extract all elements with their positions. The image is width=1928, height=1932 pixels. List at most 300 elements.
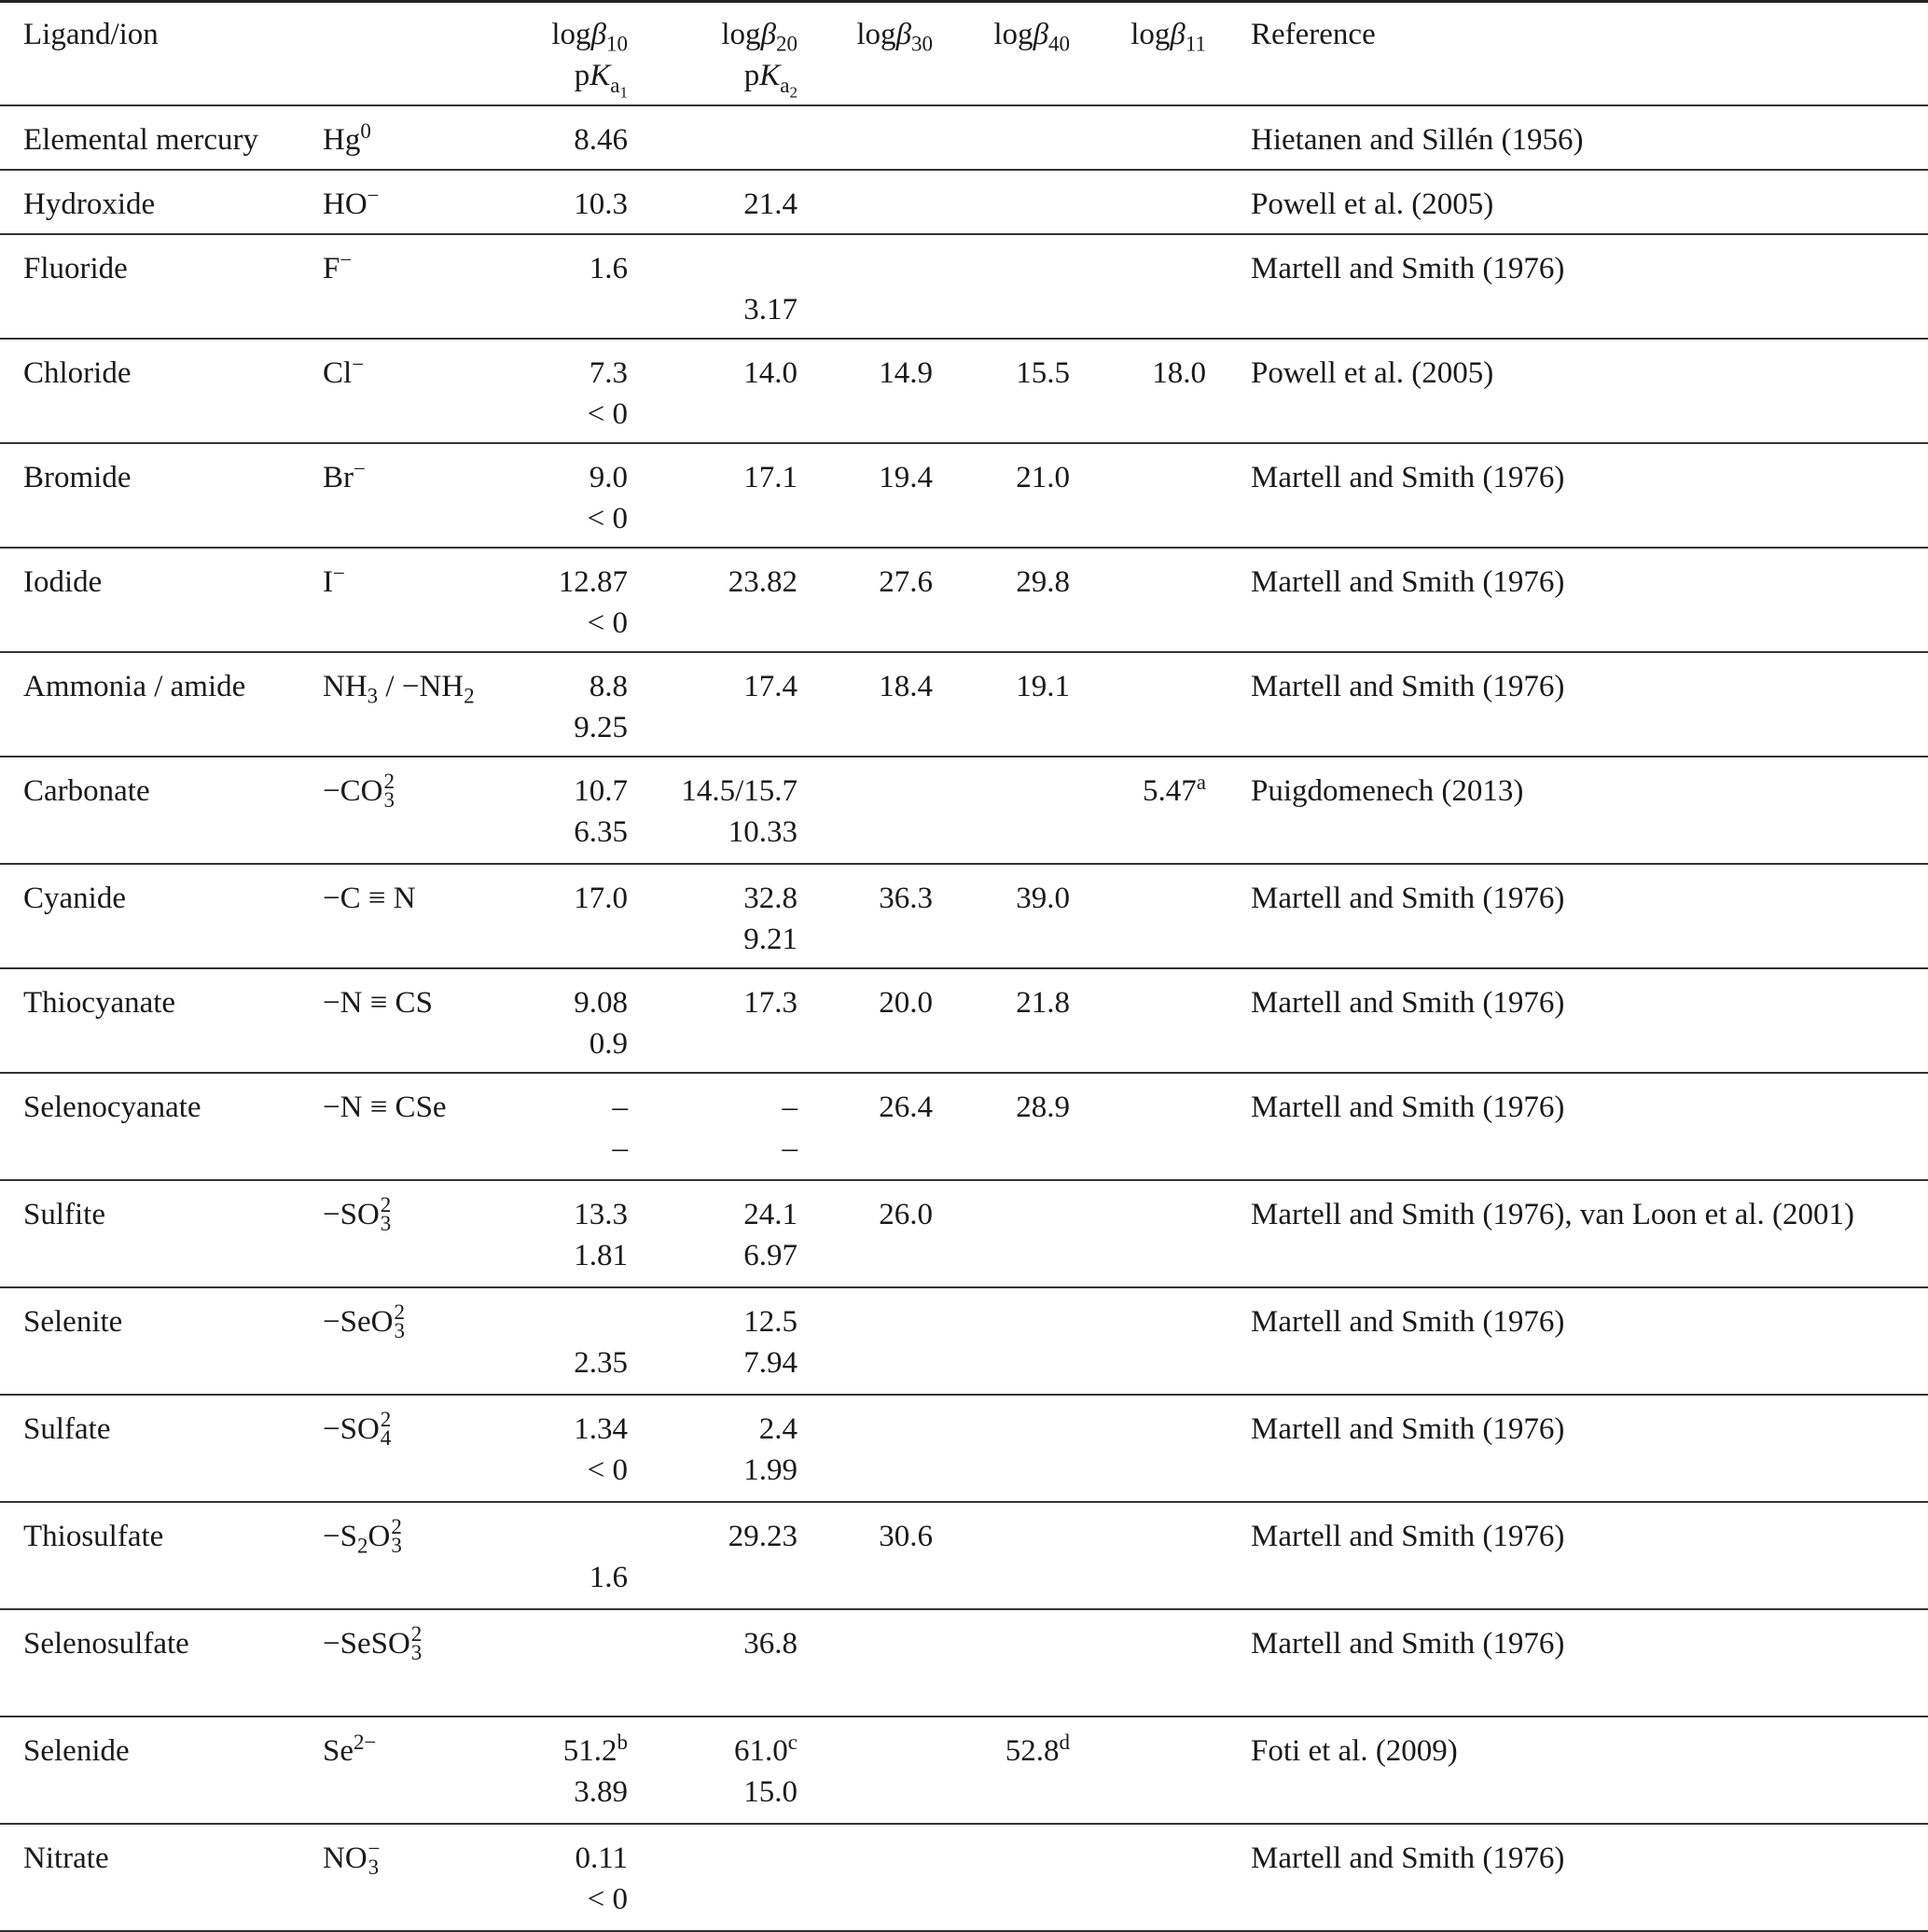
value-line: 19.1 <box>1016 669 1070 703</box>
subscript: 1 <box>619 83 628 102</box>
reference: Foti et al. (2009) <box>1251 1733 1458 1768</box>
value-b20 <box>628 234 798 339</box>
formula-superscript: 2 <box>380 1407 392 1431</box>
value-line: 27.6 <box>879 564 933 599</box>
value-line: 32.8 <box>743 881 798 915</box>
value-b20 <box>628 864 798 968</box>
value-b20 <box>628 443 798 548</box>
value-b20 <box>628 1824 798 1931</box>
value-b10 <box>528 757 628 864</box>
value-line: < 0 <box>587 605 628 640</box>
value-line: 15.0 <box>743 1774 798 1809</box>
value-line: < 0 <box>587 1882 628 1916</box>
value-b30 <box>798 968 933 1073</box>
value-b20 <box>628 1609 798 1717</box>
value-line: 3.17 <box>743 292 798 327</box>
value-b20 <box>628 1287 798 1395</box>
formula-text: −SO <box>323 1411 380 1446</box>
beta-symbol: β <box>760 18 776 51</box>
formula-superscript: 2 <box>383 769 395 793</box>
header-logbeta10 <box>528 2 628 105</box>
ligand-formula <box>323 1395 528 1502</box>
ligand-formula <box>323 652 528 757</box>
value-b11 <box>1070 1502 1206 1609</box>
table-row <box>0 105 1928 170</box>
formula-text: HO <box>323 187 368 221</box>
reference: Puigdomenech (2013) <box>1251 773 1524 808</box>
ligand-name: Selenide <box>23 1733 130 1768</box>
subscript: 2 <box>789 83 798 102</box>
value-line: 1.6 <box>589 1560 628 1594</box>
k-label: K <box>589 59 611 92</box>
value-line: 14.5/15.7 <box>681 773 798 808</box>
value-b10 <box>528 1180 628 1287</box>
value-b10 <box>528 1287 628 1395</box>
value-line: 15.5 <box>1016 355 1070 390</box>
formula-text: −SO <box>323 1197 380 1231</box>
value-b10 <box>528 105 628 170</box>
formula-text: Br <box>323 460 354 494</box>
formula-superscript: − <box>367 183 380 207</box>
value-b10 <box>528 234 628 339</box>
footnote-mark: a <box>1196 770 1206 794</box>
value-b20 <box>628 105 798 170</box>
value-b40 <box>933 105 1070 170</box>
value: 52.8 <box>1005 1733 1060 1768</box>
value-line: 0.11 <box>575 1841 628 1875</box>
value-b11 <box>1070 339 1206 443</box>
formula-text: Se <box>323 1733 354 1768</box>
table-row <box>0 1609 1928 1717</box>
header-logbeta11 <box>1070 2 1206 105</box>
table-row <box>0 1073 1928 1180</box>
reference: Powell et al. (2005) <box>1251 355 1494 390</box>
formula-superscript: − <box>340 247 353 271</box>
footnote-mark: b <box>617 1730 628 1754</box>
ligand-formula <box>323 105 528 170</box>
reference: Martell and Smith (1976) <box>1251 1519 1565 1553</box>
reference: Martell and Smith (1976) <box>1251 251 1565 285</box>
ligand-name: Ammonia / amide <box>23 669 246 703</box>
header-ligand: Ligand/ion <box>23 18 159 51</box>
value-line: 29.8 <box>1016 564 1070 599</box>
table-row <box>0 1395 1928 1502</box>
value-b30 <box>798 1395 933 1502</box>
reference: Martell and Smith (1976) <box>1251 1090 1565 1124</box>
reference: Martell and Smith (1976) <box>1251 1304 1565 1339</box>
formula-text: −S <box>323 1519 357 1553</box>
header-formula <box>323 2 528 105</box>
ligand-formula <box>323 1287 528 1395</box>
beta-symbol: β <box>1033 18 1048 51</box>
value-line: 18.0 <box>1152 355 1206 390</box>
value-line <box>933 1730 1070 1772</box>
value-line: < 0 <box>587 501 628 535</box>
value-b40 <box>933 1609 1070 1717</box>
ligand-name: Nitrate <box>23 1841 109 1875</box>
value-b11 <box>1070 757 1206 864</box>
value-b30 <box>798 864 933 968</box>
value-line: 26.4 <box>879 1090 933 1124</box>
value-line: 2.35 <box>574 1345 628 1380</box>
formula-subscript: 2 <box>464 684 475 708</box>
log-label: log <box>551 18 591 51</box>
formula-superscript: − <box>352 352 365 376</box>
ligand-formula <box>323 1073 528 1180</box>
value-line <box>528 289 628 330</box>
ligand-name: Hydroxide <box>23 187 156 221</box>
value-line: 6.35 <box>574 814 628 849</box>
value-b11 <box>1070 105 1206 170</box>
formula-text: −N ≡ CSe <box>323 1090 447 1124</box>
ligand-formula <box>323 443 528 548</box>
value-b10 <box>528 652 628 757</box>
header-logbeta30 <box>798 2 933 105</box>
formula-text: Hg <box>323 122 361 157</box>
value-b30 <box>798 234 933 339</box>
value-line: 8.8 <box>589 669 628 703</box>
value-line <box>528 1516 628 1557</box>
formula-text: / −NH <box>378 669 465 703</box>
value-b20 <box>628 339 798 443</box>
ligand-name: Thiocyanate <box>23 985 176 1020</box>
value-line: 9.08 <box>574 985 628 1020</box>
value-line: 7.94 <box>743 1345 798 1380</box>
reference: Martell and Smith (1976) <box>1251 1411 1565 1446</box>
value-line: 0.9 <box>589 1026 628 1061</box>
value-b10 <box>528 1502 628 1609</box>
value-b11 <box>1070 548 1206 652</box>
formula-superscript: − <box>368 1836 381 1860</box>
beta-symbol: β <box>895 18 911 51</box>
formula-text: O <box>368 1519 391 1553</box>
ligand-name: Sulfite <box>23 1197 105 1231</box>
value-b30 <box>798 339 933 443</box>
value-b20 <box>628 548 798 652</box>
value-b11 <box>1070 1609 1206 1717</box>
value-b40 <box>933 1502 1070 1609</box>
value-line: 17.3 <box>743 985 798 1020</box>
ligand-name: Thiosulfate <box>23 1519 164 1553</box>
table-row <box>0 652 1928 757</box>
value-line: 1.6 <box>589 251 628 285</box>
value-line: 10.3 <box>574 187 628 221</box>
value: 51.2 <box>562 1733 617 1768</box>
value-b11 <box>1070 1824 1206 1931</box>
value-b40 <box>933 1287 1070 1395</box>
value-line: 28.9 <box>1016 1090 1070 1124</box>
subscript: 10 <box>606 32 628 56</box>
ligand-name: Fluoride <box>23 251 128 285</box>
value-b30 <box>798 757 933 864</box>
value-line: 7.3 <box>589 355 628 390</box>
formula-superscript: − <box>354 456 366 480</box>
value-line <box>1070 771 1206 812</box>
value-b10 <box>528 443 628 548</box>
formula-superscript: 2 <box>394 1300 405 1324</box>
value-b40 <box>933 1180 1070 1287</box>
formula-subscript: 3 <box>368 1855 380 1879</box>
value-line: 29.23 <box>728 1519 798 1553</box>
formula-superscript: 2 <box>410 1621 423 1646</box>
value-line: 14.0 <box>743 355 798 390</box>
formula-subscript: 2 <box>356 1534 368 1558</box>
subscript: 11 <box>1185 32 1206 56</box>
reference: Martell and Smith (1976) <box>1251 1626 1565 1661</box>
ligand-formula <box>323 1609 528 1717</box>
value-line: 19.4 <box>879 460 933 494</box>
value-line: 30.6 <box>879 1519 933 1553</box>
value-b11 <box>1070 1073 1206 1180</box>
value-b11 <box>1070 443 1206 548</box>
value-b11 <box>1070 1180 1206 1287</box>
formula-charge-stack <box>394 1300 405 1342</box>
value-b40 <box>933 1395 1070 1502</box>
ligand-formula <box>323 864 528 968</box>
value-b10 <box>528 968 628 1073</box>
value-b30 <box>798 105 933 170</box>
value-line: 1.81 <box>574 1238 628 1272</box>
ligand-formula <box>323 170 528 234</box>
reference: Martell and Smith (1976) <box>1251 881 1565 915</box>
value-b10 <box>528 864 628 968</box>
value-b20 <box>628 1073 798 1180</box>
table-row <box>0 1824 1928 1931</box>
formula-subscript: 3 <box>383 787 395 812</box>
value-line <box>628 248 798 289</box>
ligand-name: Chloride <box>23 355 132 390</box>
formula-charge-stack <box>380 1192 392 1235</box>
ligand-name: Iodide <box>23 564 103 599</box>
value-b40 <box>933 864 1070 968</box>
value-b20 <box>628 1717 798 1824</box>
ligand-name: Sulfate <box>23 1411 111 1446</box>
value-line: 18.4 <box>879 669 933 703</box>
formula-subscript: 3 <box>380 1211 392 1235</box>
ligand-formula <box>323 339 528 443</box>
header-reference: Reference <box>1251 18 1376 51</box>
formula-subscript: 4 <box>380 1425 392 1450</box>
formula-charge-stack <box>391 1514 402 1557</box>
value-b20 <box>628 968 798 1073</box>
value-line: – <box>782 1090 798 1124</box>
p-label: p <box>574 59 590 92</box>
table-row <box>0 170 1928 234</box>
table-row <box>0 339 1928 443</box>
value-b40 <box>933 1824 1070 1931</box>
value-b40 <box>933 757 1070 864</box>
value-line: – <box>612 1131 628 1165</box>
value-b10 <box>528 339 628 443</box>
value-line: 17.0 <box>574 881 628 915</box>
log-label: log <box>721 18 761 51</box>
value-b10 <box>528 170 628 234</box>
value-b30 <box>798 443 933 548</box>
value-b30 <box>798 1180 933 1287</box>
value-b10 <box>528 1824 628 1931</box>
table-row <box>0 968 1928 1073</box>
value-b40 <box>933 234 1070 339</box>
value-b30 <box>798 1717 933 1824</box>
reference: Martell and Smith (1976) <box>1251 460 1565 494</box>
value-line: 20.0 <box>879 985 933 1020</box>
value-b40 <box>933 652 1070 757</box>
value-line: 24.1 <box>743 1197 798 1231</box>
reference: Martell and Smith (1976) <box>1251 1841 1565 1875</box>
table-row <box>0 1502 1928 1609</box>
ligand-formula <box>323 1717 528 1824</box>
formula-text: −SeSO <box>323 1626 410 1661</box>
value-b11 <box>1070 864 1206 968</box>
table-body <box>0 105 1928 1931</box>
reference: Martell and Smith (1976) <box>1251 985 1565 1020</box>
formula-charge-stack <box>410 1621 423 1664</box>
value-b40 <box>933 548 1070 652</box>
beta-symbol: β <box>1170 18 1186 51</box>
value-b40 <box>933 1073 1070 1180</box>
formula-text: I <box>323 564 333 599</box>
value-b40 <box>933 339 1070 443</box>
value-b11 <box>1070 1287 1206 1395</box>
footnote-mark: d <box>1059 1730 1070 1754</box>
value-b11 <box>1070 234 1206 339</box>
formula-superscript: 0 <box>360 118 371 143</box>
k-label: K <box>759 59 781 92</box>
formula-charge-stack <box>380 1407 392 1450</box>
value-b11 <box>1070 968 1206 1073</box>
value-line: 17.1 <box>743 460 798 494</box>
ligand-name: Selenite <box>23 1304 123 1339</box>
log-label: log <box>1130 18 1171 51</box>
header-logbeta40 <box>933 2 1070 105</box>
value-line: 21.0 <box>1016 460 1070 494</box>
value-line: 9.21 <box>743 922 798 956</box>
subscript: 40 <box>1048 32 1070 56</box>
value-b20 <box>628 1502 798 1609</box>
ligand-name: Carbonate <box>23 773 150 808</box>
value-b11 <box>1070 170 1206 234</box>
log-label: log <box>856 18 896 51</box>
value-line: 6.97 <box>743 1238 798 1272</box>
ligand-name: Elemental mercury <box>23 122 258 157</box>
formula-charge-stack <box>383 769 395 812</box>
value-line: < 0 <box>587 1452 628 1487</box>
value-line: 26.0 <box>879 1197 933 1231</box>
value-b30 <box>798 1073 933 1180</box>
ligand-formula <box>323 757 528 864</box>
formula-subscript: 3 <box>391 1533 402 1557</box>
value-line: – <box>782 1131 798 1165</box>
ligand-formula <box>323 234 528 339</box>
formula-superscript: − <box>333 561 345 585</box>
reference: Martell and Smith (1976), van Loon et al. (2001) <box>1251 1197 1855 1231</box>
header-logbeta20 <box>628 2 798 105</box>
value-line: 13.3 <box>574 1197 628 1231</box>
value-b10 <box>528 548 628 652</box>
value: 5.47 <box>1143 773 1197 808</box>
ligand-formula <box>323 968 528 1073</box>
value-b11 <box>1070 1717 1206 1824</box>
formula-text: −CO <box>323 773 383 808</box>
ligand-name: Bromide <box>23 460 132 494</box>
value-line <box>528 1730 628 1772</box>
ligand-name: Selenocyanate <box>23 1090 201 1124</box>
value-line: 12.5 <box>743 1304 798 1339</box>
ligand-formula <box>323 1824 528 1931</box>
value-b20 <box>628 170 798 234</box>
value-line: 17.4 <box>743 669 798 703</box>
value-b40 <box>933 1717 1070 1824</box>
table-row <box>0 1180 1928 1287</box>
value-b40 <box>933 170 1070 234</box>
ligand-formula <box>323 548 528 652</box>
value-b30 <box>798 1824 933 1931</box>
subscript: a <box>610 73 620 97</box>
beta-symbol: β <box>590 18 606 51</box>
value-line: – <box>612 1090 628 1124</box>
value-b10 <box>528 1717 628 1824</box>
p-label: p <box>743 59 760 92</box>
table-row <box>0 864 1928 968</box>
formula-text: −C ≡ N <box>323 881 416 915</box>
value-line: 12.87 <box>558 564 628 599</box>
formula-text: NO <box>323 1841 368 1875</box>
ligand-formula <box>323 1180 528 1287</box>
reference: Martell and Smith (1976) <box>1251 669 1565 703</box>
value-b10 <box>528 1073 628 1180</box>
value-b30 <box>798 1502 933 1609</box>
value-line: 2.4 <box>758 1411 798 1446</box>
value-line: 9.25 <box>574 710 628 744</box>
formula-superscript: 2− <box>354 1730 377 1754</box>
subscript: a <box>780 73 790 97</box>
value-b40 <box>933 443 1070 548</box>
formula-text: −N ≡ CS <box>323 985 433 1020</box>
formula-text: F <box>323 251 340 285</box>
value-b20 <box>628 1180 798 1287</box>
formula-text: −SeO <box>323 1304 394 1339</box>
value-line: 21.4 <box>743 187 798 221</box>
value-b40 <box>933 968 1070 1073</box>
value-b10 <box>528 1609 628 1717</box>
value-b11 <box>1070 652 1206 757</box>
value-line: 9.0 <box>589 460 628 494</box>
value-b20 <box>628 757 798 864</box>
value-line: < 0 <box>587 396 628 431</box>
log-label: log <box>993 18 1033 51</box>
value-line: 10.33 <box>728 814 798 849</box>
table-row <box>0 1287 1928 1395</box>
value-line: 3.89 <box>574 1774 628 1809</box>
formula-text: NH <box>323 669 368 703</box>
formula-text: Cl <box>323 355 353 390</box>
reference: Martell and Smith (1976) <box>1251 564 1565 599</box>
value: 61.0 <box>734 1733 788 1768</box>
value-b20 <box>628 1395 798 1502</box>
table-row <box>0 757 1928 864</box>
formula-superscript: 2 <box>380 1192 392 1216</box>
value-line: 23.82 <box>728 564 798 599</box>
value-b30 <box>798 170 933 234</box>
value-b20 <box>628 652 798 757</box>
value-line: 36.8 <box>743 1626 798 1661</box>
value-b11 <box>1070 1395 1206 1502</box>
value-line: 1.34 <box>574 1411 628 1446</box>
value-line: 8.46 <box>574 122 628 157</box>
value-line: 14.9 <box>879 355 933 390</box>
value-b30 <box>798 1287 933 1395</box>
table-row <box>0 548 1928 652</box>
